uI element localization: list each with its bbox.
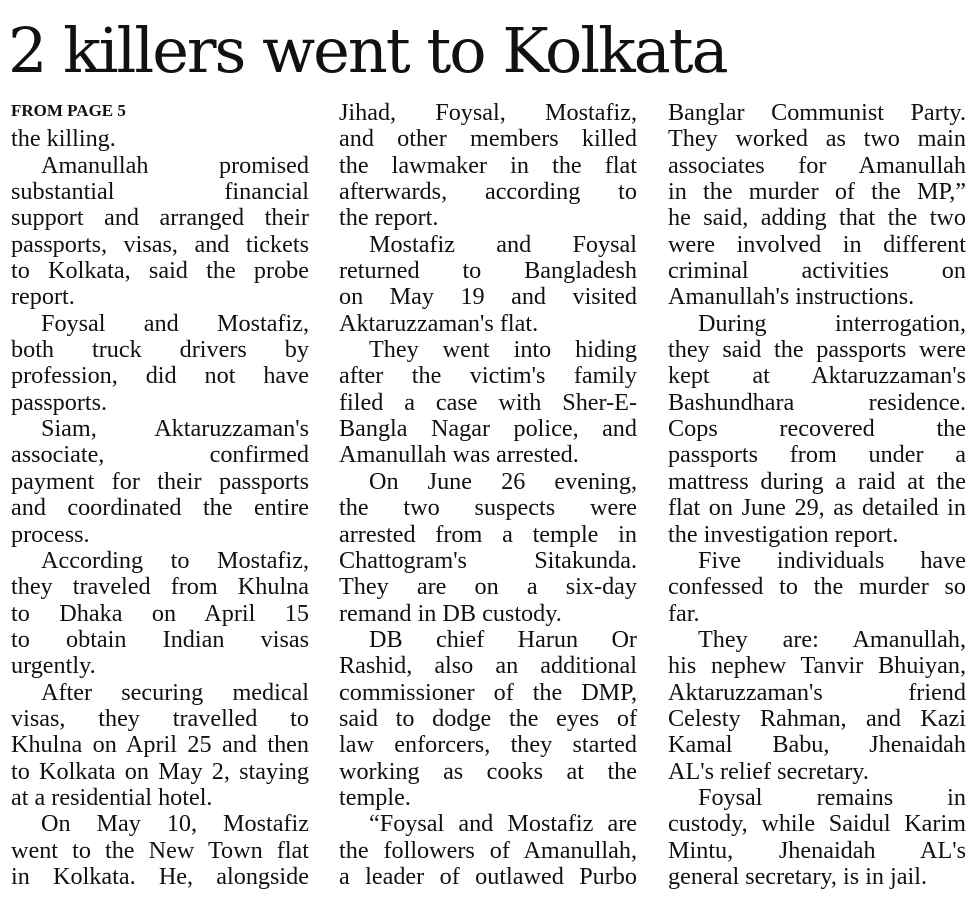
article-line: they said the passports were bbox=[668, 336, 966, 364]
article-line: in the murder of the MP,” bbox=[668, 178, 966, 206]
article-line: Mintu, Jhenaidah AL's bbox=[668, 836, 966, 864]
article-line: in Kolkata. He, alongside bbox=[11, 862, 309, 890]
article-line: Banglar Communist Party. bbox=[668, 99, 966, 126]
article-line: the followers of Amanullah, bbox=[339, 836, 637, 864]
article-line: After securing medical bbox=[41, 678, 309, 706]
article-line: Foysal remains in bbox=[698, 783, 966, 811]
article-line: Five individuals have bbox=[698, 546, 966, 574]
article-line: both truck drivers by bbox=[11, 336, 309, 364]
article-line: Khulna on April 25 and then bbox=[11, 731, 309, 759]
article-line: Cops recovered the bbox=[668, 415, 966, 443]
article-line: his nephew Tanvir Bhuiyan, bbox=[668, 652, 966, 680]
article-line: temple. bbox=[339, 783, 411, 811]
article-line: the investigation report. bbox=[668, 520, 899, 548]
article-line: Amanullah was arrested. bbox=[339, 441, 579, 469]
article-line: visas, they travelled to bbox=[11, 704, 309, 732]
article-line: flat on June 29, as detailed in bbox=[668, 494, 966, 522]
article-line: to Kolkata, said the probe bbox=[11, 257, 309, 285]
article-line: profession, did not have bbox=[11, 362, 309, 390]
article-line: went to the New Town flat bbox=[11, 836, 309, 864]
article-line: general secretary, is in jail. bbox=[668, 862, 927, 890]
article-line: urgently. bbox=[11, 652, 96, 680]
headline: 2 killers went to Kolkata bbox=[8, 14, 727, 87]
article-line: report. bbox=[11, 283, 75, 311]
article-line: substantial financial bbox=[11, 178, 309, 206]
article-line: AL's relief secretary. bbox=[668, 757, 869, 785]
article-line: passports. bbox=[11, 388, 108, 416]
article-line: Siam, Aktaruzzaman's bbox=[41, 415, 309, 443]
article-line: afterwards, according to bbox=[339, 178, 637, 206]
article-line: custody, while Saidul Karim bbox=[668, 810, 966, 838]
article-line: Celesty Rahman, and Kazi bbox=[668, 704, 966, 732]
article-line: were involved in different bbox=[668, 230, 966, 258]
article-line: Jihad, Foysal, Mostafiz, bbox=[339, 99, 637, 126]
article-line: he said, adding that the two bbox=[668, 204, 966, 232]
article-line: process. bbox=[11, 520, 90, 548]
article-line: the lawmaker in the flat bbox=[339, 151, 637, 179]
article-line: the killing. bbox=[11, 125, 116, 153]
article-line: to Dhaka on April 15 bbox=[11, 599, 309, 627]
article-line: payment for their passports bbox=[11, 467, 309, 495]
article-line: DB chief Harun Or bbox=[369, 625, 637, 653]
article-line: at a residential hotel. bbox=[11, 783, 213, 811]
article-line: confessed to the murder so bbox=[668, 573, 966, 601]
article-line: remand in DB custody. bbox=[339, 599, 562, 627]
article-line: the two suspects were bbox=[339, 494, 637, 522]
article-line: a leader of outlawed Purbo bbox=[339, 862, 637, 890]
article-line: passports from under a bbox=[668, 441, 966, 469]
article-column-3 bbox=[668, 100, 966, 890]
article-line: support and arranged their bbox=[11, 204, 309, 232]
article-line: According to Mostafiz, bbox=[41, 546, 309, 574]
article-line: associate, confirmed bbox=[11, 441, 309, 469]
article-line: Foysal and Mostafiz, bbox=[41, 309, 309, 337]
article-line: Aktaruzzaman's flat. bbox=[339, 309, 539, 337]
article-line: Kamal Babu, Jhenaidah bbox=[668, 731, 966, 759]
article-line: mattress during a raid at the bbox=[668, 467, 966, 495]
article-column-1 bbox=[11, 100, 309, 890]
continuation-kicker: FROM PAGE 5 bbox=[11, 101, 126, 120]
article-line: They worked as two main bbox=[668, 125, 966, 153]
article-line: Aktaruzzaman's friend bbox=[668, 678, 966, 706]
article-line: they traveled from Khulna bbox=[11, 573, 309, 601]
article-line: associates for Amanullah bbox=[668, 151, 966, 179]
article-line: to obtain Indian visas bbox=[11, 625, 309, 653]
article-line: filed a case with Sher-E- bbox=[339, 388, 637, 416]
article-line: far. bbox=[668, 599, 700, 627]
article-line: said to dodge the eyes of bbox=[339, 704, 637, 732]
article-column-2 bbox=[339, 100, 637, 890]
article-line: Chattogram's Sitakunda. bbox=[339, 546, 637, 574]
article-line: kept at Aktaruzzaman's bbox=[668, 362, 966, 390]
article-line: During interrogation, bbox=[698, 309, 966, 337]
article-line: On June 26 evening, bbox=[369, 467, 637, 495]
article-line: Amanullah's instructions. bbox=[668, 283, 915, 311]
article-line: and other members killed bbox=[339, 125, 637, 153]
article-line: and coordinated the entire bbox=[11, 494, 309, 522]
article-line: They are: Amanullah, bbox=[698, 625, 966, 653]
article-line: working as cooks at the bbox=[339, 757, 637, 785]
article-line: after the victim's family bbox=[339, 362, 637, 390]
article-line: on May 19 and visited bbox=[339, 283, 637, 311]
article-line: arrested from a temple in bbox=[339, 520, 637, 548]
article-line: They are on a six-day bbox=[339, 573, 637, 601]
article-line: They went into hiding bbox=[369, 336, 637, 364]
article-line: commissioner of the DMP, bbox=[339, 678, 637, 706]
article-line: Bangla Nagar police, and bbox=[339, 415, 637, 443]
article-line: returned to Bangladesh bbox=[339, 257, 637, 285]
article-line: law enforcers, they started bbox=[339, 731, 637, 759]
article-line: to Kolkata on May 2, staying bbox=[11, 757, 309, 785]
article-line: Bashundhara residence. bbox=[668, 388, 966, 416]
article-line: criminal activities on bbox=[668, 257, 966, 285]
article-line: Amanullah promised bbox=[41, 151, 309, 179]
article-line: Mostafiz and Foysal bbox=[369, 230, 637, 258]
article-line: Rashid, also an additional bbox=[339, 652, 637, 680]
article-line: “Foysal and Mostafiz are bbox=[369, 810, 637, 838]
article-line: passports, visas, and tickets bbox=[11, 230, 309, 258]
article-line: On May 10, Mostafiz bbox=[41, 810, 309, 838]
article-line: the report. bbox=[339, 204, 439, 232]
